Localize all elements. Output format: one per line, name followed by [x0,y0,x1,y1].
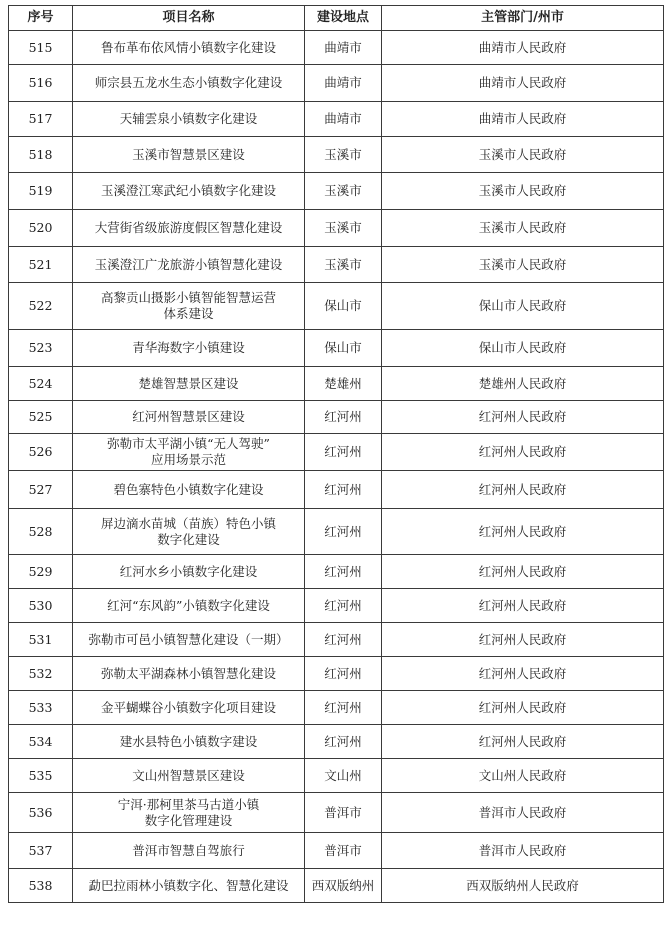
project-table [8,5,664,903]
row-number: 534 [9,725,73,759]
project-location: 红河州 [305,589,382,623]
row-number: 515 [9,31,73,65]
project-location: 保山市 [305,283,382,330]
project-name: 鲁布革布依风情小镇数字化建设 [73,31,305,65]
project-location: 普洱市 [305,833,382,869]
project-dept: 西双版纳州人民政府 [382,869,664,903]
row-number: 517 [9,102,73,137]
table-row [9,509,664,555]
project-dept: 红河州人民政府 [382,555,664,589]
table-row [9,869,664,903]
row-number: 535 [9,759,73,793]
row-number: 521 [9,247,73,283]
project-location: 红河州 [305,509,382,555]
project-location: 曲靖市 [305,65,382,102]
project-name: 文山州智慧景区建设 [73,759,305,793]
project-dept: 曲靖市人民政府 [382,31,664,65]
row-number: 532 [9,657,73,691]
project-name: 红河州智慧景区建设 [73,401,305,434]
table-row [9,210,664,247]
table-row [9,589,664,623]
project-dept: 红河州人民政府 [382,589,664,623]
table-row [9,367,664,401]
row-number: 522 [9,283,73,330]
project-name: 楚雄智慧景区建设 [73,367,305,401]
row-number: 526 [9,434,73,471]
project-location: 红河州 [305,691,382,725]
project-dept: 红河州人民政府 [382,509,664,555]
table-row [9,434,664,471]
row-number: 538 [9,869,73,903]
project-location: 红河州 [305,555,382,589]
project-location: 玉溪市 [305,173,382,210]
project-dept: 曲靖市人民政府 [382,65,664,102]
table-row [9,247,664,283]
project-location: 西双版纳州 [305,869,382,903]
row-number: 523 [9,330,73,367]
table-row [9,401,664,434]
project-name: 建水县特色小镇数字建设 [73,725,305,759]
project-dept: 普洱市人民政府 [382,793,664,833]
table-row [9,65,664,102]
project-name: 屏边滴水苗城（苗族）特色小镇 数字化建设 [73,509,305,555]
project-location: 曲靖市 [305,102,382,137]
project-name: 金平蝴蝶谷小镇数字化项目建设 [73,691,305,725]
table-row [9,691,664,725]
project-location: 玉溪市 [305,137,382,173]
project-location: 楚雄州 [305,367,382,401]
project-dept: 保山市人民政府 [382,283,664,330]
project-name: 宁洱·那柯里茶马古道小镇 数字化管理建设 [73,793,305,833]
table-row [9,725,664,759]
project-location: 普洱市 [305,793,382,833]
table-row [9,793,664,833]
row-number: 530 [9,589,73,623]
project-dept: 文山州人民政府 [382,759,664,793]
table-row [9,471,664,509]
row-number: 520 [9,210,73,247]
table-row [9,833,664,869]
row-number: 527 [9,471,73,509]
project-location: 玉溪市 [305,210,382,247]
project-dept: 红河州人民政府 [382,471,664,509]
row-number: 524 [9,367,73,401]
row-number: 536 [9,793,73,833]
project-dept: 普洱市人民政府 [382,833,664,869]
row-number: 519 [9,173,73,210]
row-number: 525 [9,401,73,434]
project-location: 保山市 [305,330,382,367]
project-name: 玉溪澄江广龙旅游小镇智慧化建设 [73,247,305,283]
table-row [9,137,664,173]
project-name: 大营街省级旅游度假区智慧化建设 [73,210,305,247]
row-number: 533 [9,691,73,725]
project-name: 普洱市智慧自驾旅行 [73,833,305,869]
row-number: 537 [9,833,73,869]
project-name: 师宗县五龙水生态小镇数字化建设 [73,65,305,102]
row-number: 516 [9,65,73,102]
project-location: 红河州 [305,657,382,691]
table-row [9,102,664,137]
project-dept: 红河州人民政府 [382,691,664,725]
project-name: 红河“东风韵”小镇数字化建设 [73,589,305,623]
project-location: 红河州 [305,401,382,434]
table-row [9,759,664,793]
project-name: 天辅雲泉小镇数字化建设 [73,102,305,137]
table-row [9,283,664,330]
project-location: 红河州 [305,725,382,759]
project-name: 勐巴拉雨林小镇数字化、智慧化建设 [73,869,305,903]
table-body [9,31,664,903]
project-dept: 玉溪市人民政府 [382,247,664,283]
row-number: 531 [9,623,73,657]
header-dept: 主管部门/州市 [382,6,664,31]
project-name: 弥勒市太平湖小镇“无人驾驶” 应用场景示范 [73,434,305,471]
project-name: 弥勒太平湖森林小镇智慧化建设 [73,657,305,691]
project-location: 红河州 [305,471,382,509]
project-dept: 玉溪市人民政府 [382,137,664,173]
project-name: 红河水乡小镇数字化建设 [73,555,305,589]
project-name: 碧色寨特色小镇数字化建设 [73,471,305,509]
project-name: 高黎贡山摄影小镇智能智慧运营 体系建设 [73,283,305,330]
table-row [9,330,664,367]
project-dept: 红河州人民政府 [382,401,664,434]
project-name: 青华海数字小镇建设 [73,330,305,367]
header-name: 项目名称 [73,6,305,31]
table-row [9,31,664,65]
project-dept: 红河州人民政府 [382,725,664,759]
project-dept: 红河州人民政府 [382,434,664,471]
row-number: 529 [9,555,73,589]
project-dept: 曲靖市人民政府 [382,102,664,137]
table-row [9,173,664,210]
project-location: 红河州 [305,434,382,471]
project-location: 红河州 [305,623,382,657]
project-name: 玉溪澄江寒武纪小镇数字化建设 [73,173,305,210]
project-dept: 红河州人民政府 [382,623,664,657]
project-dept: 楚雄州人民政府 [382,367,664,401]
header-location: 建设地点 [305,6,382,31]
project-location: 文山州 [305,759,382,793]
row-number: 528 [9,509,73,555]
project-name: 玉溪市智慧景区建设 [73,137,305,173]
header-no: 序号 [9,6,73,31]
table-row [9,555,664,589]
project-dept: 红河州人民政府 [382,657,664,691]
project-dept: 保山市人民政府 [382,330,664,367]
project-location: 曲靖市 [305,31,382,65]
project-name: 弥勒市可邑小镇智慧化建设（一期） [73,623,305,657]
row-number: 518 [9,137,73,173]
table-row [9,623,664,657]
table-row [9,657,664,691]
project-dept: 玉溪市人民政府 [382,173,664,210]
table-header-row [9,6,664,31]
project-location: 玉溪市 [305,247,382,283]
project-dept: 玉溪市人民政府 [382,210,664,247]
